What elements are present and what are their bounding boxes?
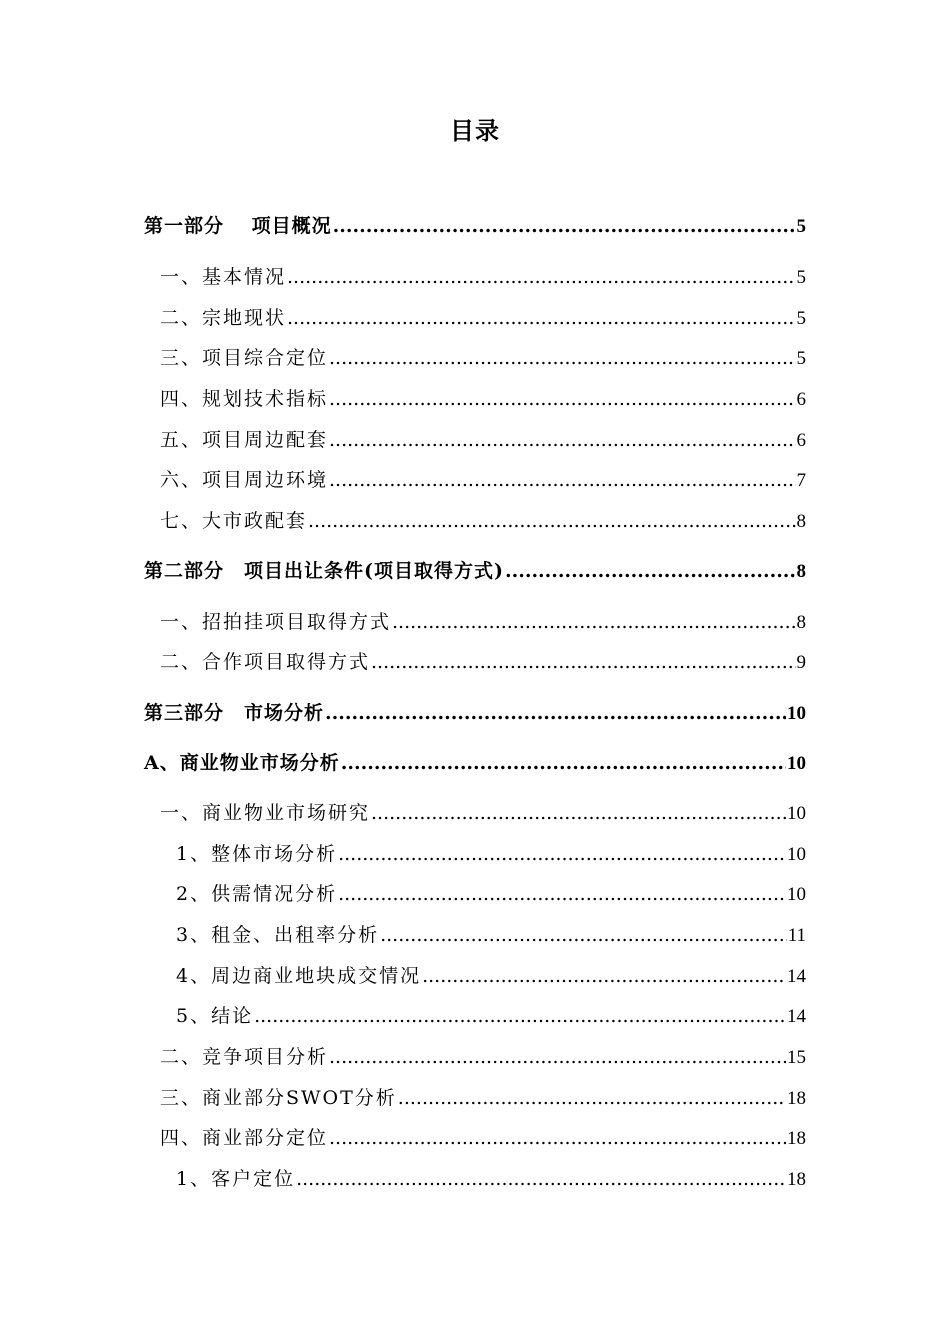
toc-entry-label: 第三部分 市场分析: [144, 702, 325, 724]
toc-entry-label: 二、合作项目取得方式: [160, 651, 371, 673]
toc-entry-page: 5: [796, 308, 806, 329]
toc-entry-page: 10: [787, 803, 806, 824]
toc-entry-page: 5: [796, 267, 806, 288]
toc-entry-page: 6: [796, 430, 806, 451]
dot-leader: [371, 800, 786, 826]
toc-entry[interactable]: [176, 841, 806, 867]
toc-entry-page: 10: [787, 884, 806, 905]
toc-entry[interactable]: [160, 508, 806, 534]
toc-entry[interactable]: [160, 1044, 806, 1070]
toc-entry[interactable]: [160, 1085, 806, 1111]
toc-entry-page: 8: [796, 511, 806, 532]
toc-entry-page: 9: [796, 652, 806, 673]
toc-entry[interactable]: [160, 386, 806, 412]
dot-leader: [505, 558, 796, 584]
toc-entry[interactable]: [160, 264, 806, 290]
toc-entry-label: 一、招拍挂项目取得方式: [160, 611, 392, 633]
toc-entry[interactable]: [160, 305, 806, 331]
dot-leader: [329, 467, 795, 493]
dot-leader: [392, 609, 795, 635]
toc-entry-label: 三、项目综合定位: [160, 347, 329, 369]
toc-title: 目录: [450, 117, 500, 145]
dot-leader: [287, 264, 795, 290]
toc-entry-page: 10: [787, 703, 806, 724]
toc-entry[interactable]: [160, 427, 806, 453]
toc-entry-label: 七、大市政配套: [160, 510, 308, 532]
toc-entry[interactable]: [176, 922, 806, 948]
dot-leader: [422, 963, 786, 989]
toc-entry-page: 8: [796, 612, 806, 633]
dot-leader: [380, 922, 787, 948]
toc-entry-page: 15: [787, 1047, 806, 1068]
dot-leader: [338, 841, 786, 867]
dot-leader: [333, 213, 796, 239]
toc-entry[interactable]: [176, 1003, 806, 1029]
dot-leader: [371, 649, 795, 675]
toc-entry-label: 5、结论: [176, 1005, 254, 1027]
dot-leader: [338, 881, 786, 907]
toc-entry-page: 14: [787, 966, 806, 987]
toc-entry-label: 二、宗地现状: [160, 307, 287, 329]
toc-entry-page: 10: [787, 753, 806, 774]
toc-entry-page: 7: [796, 470, 806, 491]
toc-entry-page: 6: [796, 389, 806, 410]
toc-entry-part-1[interactable]: [144, 213, 806, 239]
toc-entry-label: A、商业物业市场分析: [144, 752, 340, 774]
dot-leader: [296, 1166, 786, 1192]
toc-entry-label: 三、商业部分SWOT分析: [160, 1087, 397, 1109]
dot-leader: [308, 508, 795, 534]
toc-entry-label: 二、竞争项目分析: [160, 1046, 329, 1068]
toc-entry-label: 四、商业部分定位: [160, 1127, 329, 1149]
dot-leader: [329, 386, 795, 412]
toc-entry-page: 5: [796, 216, 806, 237]
toc-entry[interactable]: [160, 1125, 806, 1151]
dot-leader: [329, 345, 795, 371]
toc-entry-page: 18: [787, 1128, 806, 1149]
toc-entry[interactable]: [160, 649, 806, 675]
toc-entry-label: 第二部分 项目出让条件(项目取得方式): [144, 560, 504, 582]
toc-entry-label: 四、规划技术指标: [160, 388, 329, 410]
toc-entry-label: 第一部分 项目概况: [144, 215, 332, 237]
toc-entry-page: 8: [796, 561, 806, 582]
toc-entry-label: 一、商业物业市场研究: [160, 802, 371, 824]
toc-entry[interactable]: [176, 1166, 806, 1192]
toc-entry[interactable]: [160, 467, 806, 493]
toc-entry[interactable]: [176, 963, 806, 989]
toc-entry-page: 5: [796, 348, 806, 369]
toc-entry-section-a[interactable]: [144, 750, 806, 776]
dot-leader: [329, 1125, 786, 1151]
toc-entry-label: 2、供需情况分析: [176, 883, 338, 905]
toc-entry-label: 3、租金、出租率分析: [176, 924, 380, 946]
toc-entry-page: 10: [787, 844, 806, 865]
toc-entry-part-3[interactable]: [144, 700, 806, 726]
toc-entry-page: 18: [787, 1088, 806, 1109]
dot-leader: [325, 700, 786, 726]
toc-entry-label: 1、客户定位: [176, 1168, 296, 1190]
dot-leader: [254, 1003, 786, 1029]
toc-entry[interactable]: [160, 345, 806, 371]
toc-entry-label: 一、基本情况: [160, 266, 287, 288]
dot-leader: [329, 1044, 786, 1070]
toc-entry-page: 14: [787, 1006, 806, 1027]
toc-entry[interactable]: [160, 609, 806, 635]
toc-entry-label: 1、整体市场分析: [176, 843, 338, 865]
toc-entry-page: 11: [787, 925, 806, 946]
toc-entry[interactable]: [160, 800, 806, 826]
toc-entry-page: 18: [787, 1169, 806, 1190]
dot-leader: [398, 1085, 786, 1111]
toc-entry[interactable]: [176, 881, 806, 907]
toc-entry-label: 五、项目周边配套: [160, 429, 329, 451]
dot-leader: [287, 305, 795, 331]
dot-leader: [329, 427, 795, 453]
toc-entry-part-2[interactable]: [144, 558, 806, 584]
toc-entry-label: 4、周边商业地块成交情况: [176, 965, 422, 987]
toc-entry-label: 六、项目周边环境: [160, 469, 329, 491]
dot-leader: [341, 750, 786, 776]
